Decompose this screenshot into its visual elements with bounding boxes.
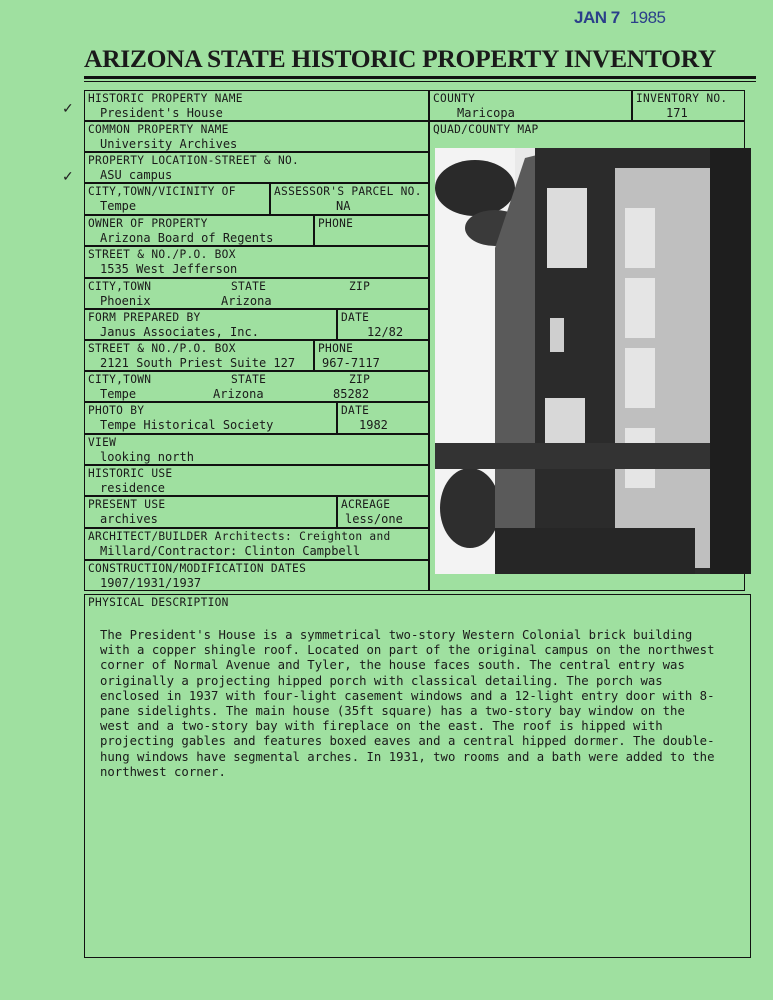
title-rule-thick (84, 76, 756, 79)
physical-description-text: The President's House is a symmetrical two-story Western Colonial brick building with a copper shingle roof. Located on part of the original campus on the northwest corner of Normal Avenue and Tyler, the house faces south. The central entry was originally a projecting hipped porch with classical detailing. The porch was enclosed in 1937 with four-light casement windows and a 12-light entry door with 8-pane sidelights. The main house (35ft square) has a two-story bay window on the west and a two-story bay with fireplace on the east. The roof is hipped with projecting gables and features boxed eaves and a central hipped dormer. The double-hung windows have segmental arches. In 1931, two rooms and a bath were added to the northwest corner. (100, 628, 715, 779)
checkmark-icon: ✓ (62, 168, 74, 184)
physical-description-section: PHYSICAL DESCRIPTION (84, 594, 751, 958)
historic-name-field: HISTORIC PROPERTY NAME President's House (84, 90, 429, 121)
house-photograph (435, 148, 751, 574)
city-field: CITY,TOWN/VICINITY OF Tempe (84, 183, 270, 215)
inventory-number-field: INVENTORY NO. 171 (632, 90, 745, 121)
owner-street-field: STREET & NO./P.O. BOX 1535 West Jefferson (84, 246, 429, 278)
present-use-field: PRESENT USE archives (84, 496, 337, 528)
acreage-field: ACREAGE less/one (337, 496, 429, 528)
prepared-by-field: FORM PREPARED BY Janus Associates, Inc. (84, 309, 337, 340)
construction-dates-field: CONSTRUCTION/MODIFICATION DATES 1907/1931/1937 (84, 560, 429, 591)
owner-city-field: CITY,TOWN STATE ZIP Phoenix Arizona (84, 278, 429, 309)
house-photo-image (435, 148, 751, 574)
preparer-city-field: CITY,TOWN STATE ZIP Tempe Arizona 85282 (84, 371, 429, 402)
title-rule-thin (84, 81, 756, 82)
architect-field: ARCHITECT/BUILDER Architects: Creighton and Millard/Contractor: Clinton Campbell (84, 528, 429, 560)
form-title: ARIZONA STATE HISTORIC PROPERTY INVENTORY (84, 44, 717, 73)
county-field: COUNTY Maricopa (429, 90, 632, 121)
received-date-stamp: JAN 7 1985 (574, 8, 666, 27)
view-field: VIEW looking north (84, 434, 429, 465)
prepared-date-field: DATE 12/82 (337, 309, 429, 340)
photo-by-field: PHOTO BY Tempe Historical Society (84, 402, 337, 434)
preparer-phone-field: PHONE 967-7117 (314, 340, 429, 371)
common-name-field: COMMON PROPERTY NAME University Archives (84, 121, 429, 152)
preparer-street-field: STREET & NO./P.O. BOX 2121 South Priest Suite 127 (84, 340, 314, 371)
checkmark-icon: ✓ (62, 100, 74, 116)
location-field: PROPERTY LOCATION-STREET & NO. ASU campus (84, 152, 429, 183)
owner-phone-field: PHONE (314, 215, 429, 246)
quad-map-field: QUAD/COUNTY MAP (429, 121, 745, 591)
parcel-field: ASSESSOR'S PARCEL NO. NA (270, 183, 429, 215)
photo-date-field: DATE 1982 (337, 402, 429, 434)
historic-use-field: HISTORIC USE residence (84, 465, 429, 496)
owner-field: OWNER OF PROPERTY Arizona Board of Regents (84, 215, 314, 246)
